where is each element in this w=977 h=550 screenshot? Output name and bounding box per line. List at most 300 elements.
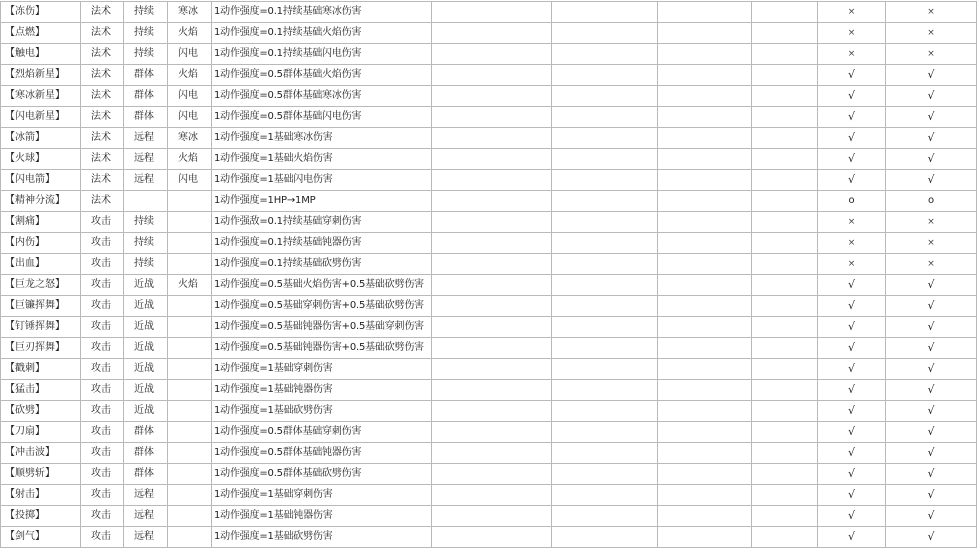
skill-kind-cell[interactable]: 远程 <box>124 485 168 506</box>
flag-b-cell[interactable]: × <box>886 212 977 233</box>
empty-cell[interactable] <box>432 65 552 86</box>
flag-b-cell[interactable]: o <box>886 191 977 212</box>
skill-element-cell[interactable]: 火焰 <box>168 149 212 170</box>
table-row <box>1 65 977 86</box>
skill-description-cell[interactable]: 1动作强度=0.5群体基础砍劈伤害 <box>212 464 432 485</box>
skill-name-cell[interactable]: 【砍劈】 <box>1 401 81 422</box>
skill-category-cell[interactable]: 法术 <box>81 107 124 128</box>
skill-kind-cell[interactable] <box>124 191 168 212</box>
skill-element-cell[interactable] <box>168 401 212 422</box>
empty-cell[interactable] <box>752 254 818 275</box>
skill-category-cell[interactable]: 攻击 <box>81 464 124 485</box>
skill-element-cell[interactable] <box>168 338 212 359</box>
skill-element-cell[interactable] <box>168 191 212 212</box>
empty-cell[interactable] <box>658 506 752 527</box>
flag-b-cell[interactable]: × <box>886 233 977 254</box>
flag-a-cell[interactable]: × <box>818 44 886 65</box>
flag-b-cell[interactable]: √ <box>886 527 977 548</box>
skill-name-cell[interactable]: 【巨龙之怒】 <box>1 275 81 296</box>
flag-b-cell[interactable]: × <box>886 254 977 275</box>
empty-cell[interactable] <box>658 464 752 485</box>
skill-name-cell[interactable]: 【闪电新星】 <box>1 107 81 128</box>
skill-category-cell[interactable]: 攻击 <box>81 401 124 422</box>
skill-description-cell[interactable]: 1动作强度=1基础钝器伤害 <box>212 380 432 401</box>
flag-a-cell[interactable]: √ <box>818 506 886 527</box>
flag-a-cell[interactable]: √ <box>818 464 886 485</box>
skill-description-cell[interactable]: 1动作强度=0.1持续基础闪电伤害 <box>212 44 432 65</box>
empty-cell[interactable] <box>552 275 658 296</box>
empty-cell[interactable] <box>432 128 552 149</box>
skill-category-cell[interactable]: 攻击 <box>81 254 124 275</box>
empty-cell[interactable] <box>658 149 752 170</box>
empty-cell[interactable] <box>432 359 552 380</box>
flag-b-cell[interactable]: × <box>886 23 977 44</box>
table-row <box>1 149 977 170</box>
skill-category-cell[interactable]: 攻击 <box>81 275 124 296</box>
skill-kind-cell[interactable]: 群体 <box>124 65 168 86</box>
skill-kind-cell[interactable]: 近战 <box>124 338 168 359</box>
flag-b-cell[interactable]: √ <box>886 317 977 338</box>
empty-cell[interactable] <box>752 212 818 233</box>
empty-cell[interactable] <box>432 296 552 317</box>
flag-b-cell[interactable]: √ <box>886 296 977 317</box>
empty-cell[interactable] <box>752 23 818 44</box>
skill-category-cell[interactable]: 法术 <box>81 170 124 191</box>
empty-cell[interactable] <box>752 191 818 212</box>
skill-category-cell[interactable]: 攻击 <box>81 527 124 548</box>
skill-name-cell[interactable]: 【闪电箭】 <box>1 170 81 191</box>
flag-a-cell[interactable]: √ <box>818 107 886 128</box>
skill-element-cell[interactable]: 火焰 <box>168 275 212 296</box>
empty-cell[interactable] <box>752 233 818 254</box>
skill-element-cell[interactable]: 火焰 <box>168 23 212 44</box>
skill-category-cell[interactable]: 攻击 <box>81 317 124 338</box>
flag-a-cell[interactable]: o <box>818 191 886 212</box>
skill-category-cell[interactable]: 法术 <box>81 2 124 23</box>
table-row <box>1 506 977 527</box>
skill-category-cell[interactable]: 法术 <box>81 86 124 107</box>
skill-category-cell[interactable]: 攻击 <box>81 506 124 527</box>
empty-cell[interactable] <box>752 380 818 401</box>
skill-description-cell[interactable]: 1动作强度=0.5基础钝器伤害+0.5基础砍劈伤害 <box>212 338 432 359</box>
skill-category-cell[interactable]: 法术 <box>81 65 124 86</box>
empty-cell[interactable] <box>552 380 658 401</box>
skill-description-cell[interactable]: 1动作强度=0.5基础火焰伤害+0.5基础砍劈伤害 <box>212 275 432 296</box>
flag-a-cell[interactable]: √ <box>818 443 886 464</box>
flag-a-cell[interactable]: √ <box>818 485 886 506</box>
empty-cell[interactable] <box>752 506 818 527</box>
table-body <box>1 2 977 548</box>
skill-name-cell[interactable]: 【巨镰挥舞】 <box>1 296 81 317</box>
flag-b-cell[interactable]: √ <box>886 464 977 485</box>
skill-name-cell[interactable]: 【点燃】 <box>1 23 81 44</box>
skill-name-cell[interactable]: 【冰箭】 <box>1 128 81 149</box>
skill-element-cell[interactable]: 闪电 <box>168 170 212 191</box>
skill-element-cell[interactable]: 闪电 <box>168 107 212 128</box>
empty-cell[interactable] <box>752 275 818 296</box>
empty-cell[interactable] <box>658 275 752 296</box>
flag-b-cell[interactable]: √ <box>886 170 977 191</box>
empty-cell[interactable] <box>432 170 552 191</box>
skill-element-cell[interactable] <box>168 464 212 485</box>
skill-category-cell[interactable]: 攻击 <box>81 296 124 317</box>
skill-name-cell[interactable]: 【巨刃挥舞】 <box>1 338 81 359</box>
skill-description-cell[interactable]: 1动作强度=0.5基础钝器伤害+0.5基础穿刺伤害 <box>212 317 432 338</box>
flag-b-cell[interactable]: √ <box>886 422 977 443</box>
skill-name-cell[interactable]: 【射击】 <box>1 485 81 506</box>
skill-description-cell[interactable]: 1动作强度=0.5基础穿刺伤害+0.5基础砍劈伤害 <box>212 296 432 317</box>
empty-cell[interactable] <box>432 506 552 527</box>
skill-name-cell[interactable]: 【刀扇】 <box>1 422 81 443</box>
empty-cell[interactable] <box>432 422 552 443</box>
empty-cell[interactable] <box>752 44 818 65</box>
skill-name-cell[interactable]: 【猛击】 <box>1 380 81 401</box>
skill-element-cell[interactable] <box>168 422 212 443</box>
table-row <box>1 254 977 275</box>
empty-cell[interactable] <box>752 296 818 317</box>
flag-b-cell[interactable]: √ <box>886 443 977 464</box>
table-row <box>1 212 977 233</box>
empty-cell[interactable] <box>432 317 552 338</box>
empty-cell[interactable] <box>552 296 658 317</box>
empty-cell[interactable] <box>432 107 552 128</box>
skill-kind-cell[interactable]: 近战 <box>124 359 168 380</box>
skill-kind-cell[interactable]: 群体 <box>124 422 168 443</box>
skill-kind-cell[interactable]: 远程 <box>124 506 168 527</box>
skill-element-cell[interactable] <box>168 443 212 464</box>
empty-cell[interactable] <box>752 317 818 338</box>
empty-cell[interactable] <box>432 23 552 44</box>
empty-cell[interactable] <box>432 149 552 170</box>
skill-kind-cell[interactable]: 远程 <box>124 527 168 548</box>
skill-kind-cell[interactable]: 群体 <box>124 464 168 485</box>
table-row <box>1 86 977 107</box>
skill-element-cell[interactable]: 寒冰 <box>168 2 212 23</box>
empty-cell[interactable] <box>552 485 658 506</box>
skill-element-cell[interactable] <box>168 380 212 401</box>
empty-cell[interactable] <box>658 86 752 107</box>
table-row <box>1 233 977 254</box>
empty-cell[interactable] <box>658 191 752 212</box>
skill-description-cell[interactable]: 1动作强度=0.5群体基础穿刺伤害 <box>212 422 432 443</box>
skill-element-cell[interactable] <box>168 317 212 338</box>
skill-description-cell[interactable]: 1动作强度=0.5群体基础火焰伤害 <box>212 65 432 86</box>
empty-cell[interactable] <box>658 422 752 443</box>
skill-name-cell[interactable]: 【剑气】 <box>1 527 81 548</box>
flag-a-cell[interactable]: √ <box>818 296 886 317</box>
empty-cell[interactable] <box>552 443 658 464</box>
skill-name-cell[interactable]: 【烈焰新星】 <box>1 65 81 86</box>
empty-cell[interactable] <box>552 128 658 149</box>
flag-b-cell[interactable]: √ <box>886 338 977 359</box>
empty-cell[interactable] <box>658 317 752 338</box>
skill-kind-cell[interactable]: 群体 <box>124 107 168 128</box>
skill-kind-cell[interactable]: 群体 <box>124 86 168 107</box>
skill-description-cell[interactable]: 1动作强度=0.1持续基础火焰伤害 <box>212 23 432 44</box>
skill-description-cell[interactable]: 1动作强度=1HP→1MP <box>212 191 432 212</box>
skill-name-cell[interactable]: 【冻伤】 <box>1 2 81 23</box>
skill-kind-cell[interactable]: 持续 <box>124 23 168 44</box>
skill-element-cell[interactable]: 火焰 <box>168 65 212 86</box>
skill-kind-cell[interactable]: 近战 <box>124 401 168 422</box>
empty-cell[interactable] <box>432 527 552 548</box>
skill-kind-cell[interactable]: 群体 <box>124 443 168 464</box>
empty-cell[interactable] <box>752 359 818 380</box>
skill-element-cell[interactable] <box>168 254 212 275</box>
skill-name-cell[interactable]: 【冲击波】 <box>1 443 81 464</box>
empty-cell[interactable] <box>658 170 752 191</box>
table-row <box>1 422 977 443</box>
empty-cell[interactable] <box>752 128 818 149</box>
empty-cell[interactable] <box>658 65 752 86</box>
skill-name-cell[interactable]: 【出血】 <box>1 254 81 275</box>
empty-cell[interactable] <box>552 212 658 233</box>
table-row <box>1 527 977 548</box>
empty-cell[interactable] <box>552 254 658 275</box>
skill-element-cell[interactable]: 寒冰 <box>168 128 212 149</box>
flag-b-cell[interactable]: √ <box>886 485 977 506</box>
skill-description-cell[interactable]: 1动作强度=1基础寒冰伤害 <box>212 128 432 149</box>
empty-cell[interactable] <box>658 233 752 254</box>
empty-cell[interactable] <box>658 485 752 506</box>
skill-kind-cell[interactable]: 持续 <box>124 212 168 233</box>
skill-name-cell[interactable]: 【寒冰新星】 <box>1 86 81 107</box>
empty-cell[interactable] <box>752 401 818 422</box>
skill-description-cell[interactable]: 1动作强度=1基础火焰伤害 <box>212 149 432 170</box>
empty-cell[interactable] <box>658 23 752 44</box>
empty-cell[interactable] <box>658 443 752 464</box>
skill-element-cell[interactable] <box>168 296 212 317</box>
empty-cell[interactable] <box>752 527 818 548</box>
skill-description-cell[interactable]: 1动作强度=0.5群体基础闪电伤害 <box>212 107 432 128</box>
flag-a-cell[interactable]: √ <box>818 149 886 170</box>
skill-category-cell[interactable]: 法术 <box>81 191 124 212</box>
flag-a-cell[interactable]: √ <box>818 338 886 359</box>
empty-cell[interactable] <box>658 2 752 23</box>
flag-b-cell[interactable]: √ <box>886 380 977 401</box>
skill-description-cell[interactable]: 1动作强度=0.5群体基础寒冰伤害 <box>212 86 432 107</box>
flag-a-cell[interactable]: √ <box>818 359 886 380</box>
empty-cell[interactable] <box>552 338 658 359</box>
table-row <box>1 23 977 44</box>
empty-cell[interactable] <box>658 338 752 359</box>
empty-cell[interactable] <box>552 359 658 380</box>
empty-cell[interactable] <box>432 338 552 359</box>
skill-description-cell[interactable]: 1动作强度=0.1持续基础寒冰伤害 <box>212 2 432 23</box>
skill-element-cell[interactable] <box>168 506 212 527</box>
empty-cell[interactable] <box>432 443 552 464</box>
skill-category-cell[interactable]: 攻击 <box>81 359 124 380</box>
empty-cell[interactable] <box>552 86 658 107</box>
table-row <box>1 464 977 485</box>
flag-b-cell[interactable]: √ <box>886 506 977 527</box>
skill-kind-cell[interactable]: 持续 <box>124 2 168 23</box>
empty-cell[interactable] <box>432 191 552 212</box>
flag-b-cell[interactable]: √ <box>886 275 977 296</box>
skill-element-cell[interactable] <box>168 359 212 380</box>
empty-cell[interactable] <box>752 65 818 86</box>
empty-cell[interactable] <box>752 338 818 359</box>
empty-cell[interactable] <box>432 44 552 65</box>
empty-cell[interactable] <box>552 506 658 527</box>
skill-element-cell[interactable] <box>168 212 212 233</box>
skill-kind-cell[interactable]: 近战 <box>124 317 168 338</box>
flag-b-cell[interactable]: √ <box>886 128 977 149</box>
skill-name-cell[interactable]: 【内伤】 <box>1 233 81 254</box>
flag-a-cell[interactable]: × <box>818 23 886 44</box>
table-row <box>1 485 977 506</box>
empty-cell[interactable] <box>752 86 818 107</box>
flag-a-cell[interactable]: √ <box>818 170 886 191</box>
skill-description-cell[interactable]: 1动作强度=1基础穿刺伤害 <box>212 359 432 380</box>
empty-cell[interactable] <box>658 128 752 149</box>
empty-cell[interactable] <box>552 527 658 548</box>
empty-cell[interactable] <box>752 464 818 485</box>
skill-name-cell[interactable]: 【精神分流】 <box>1 191 81 212</box>
empty-cell[interactable] <box>552 107 658 128</box>
empty-cell[interactable] <box>658 296 752 317</box>
flag-b-cell[interactable]: √ <box>886 359 977 380</box>
skill-category-cell[interactable]: 法术 <box>81 149 124 170</box>
skill-category-cell[interactable]: 攻击 <box>81 212 124 233</box>
empty-cell[interactable] <box>752 443 818 464</box>
empty-cell[interactable] <box>752 149 818 170</box>
empty-cell[interactable] <box>432 275 552 296</box>
skill-name-cell[interactable]: 【投掷】 <box>1 506 81 527</box>
flag-a-cell[interactable]: √ <box>818 422 886 443</box>
skill-description-cell[interactable]: 1动作强度=0.1持续基础砍劈伤害 <box>212 254 432 275</box>
empty-cell[interactable] <box>432 380 552 401</box>
empty-cell[interactable] <box>752 485 818 506</box>
flag-b-cell[interactable]: √ <box>886 86 977 107</box>
empty-cell[interactable] <box>552 170 658 191</box>
empty-cell[interactable] <box>432 401 552 422</box>
skill-category-cell[interactable]: 攻击 <box>81 338 124 359</box>
empty-cell[interactable] <box>552 233 658 254</box>
empty-cell[interactable] <box>658 401 752 422</box>
skill-element-cell[interactable] <box>168 233 212 254</box>
empty-cell[interactable] <box>552 44 658 65</box>
skill-kind-cell[interactable]: 远程 <box>124 149 168 170</box>
empty-cell[interactable] <box>658 380 752 401</box>
skill-kind-cell[interactable]: 持续 <box>124 233 168 254</box>
empty-cell[interactable] <box>552 2 658 23</box>
skill-name-cell[interactable]: 【戳刺】 <box>1 359 81 380</box>
empty-cell[interactable] <box>552 401 658 422</box>
skill-kind-cell[interactable]: 近战 <box>124 380 168 401</box>
empty-cell[interactable] <box>752 107 818 128</box>
flag-a-cell[interactable]: √ <box>818 275 886 296</box>
skill-kind-cell[interactable]: 远程 <box>124 170 168 191</box>
empty-cell[interactable] <box>552 464 658 485</box>
empty-cell[interactable] <box>552 149 658 170</box>
skill-name-cell[interactable]: 【割痛】 <box>1 212 81 233</box>
flag-a-cell[interactable]: √ <box>818 128 886 149</box>
flag-b-cell[interactable]: √ <box>886 401 977 422</box>
empty-cell[interactable] <box>658 254 752 275</box>
skill-category-cell[interactable]: 攻击 <box>81 422 124 443</box>
empty-cell[interactable] <box>752 2 818 23</box>
flag-a-cell[interactable]: × <box>818 212 886 233</box>
skill-kind-cell[interactable]: 持续 <box>124 44 168 65</box>
skill-element-cell[interactable]: 闪电 <box>168 86 212 107</box>
skill-kind-cell[interactable]: 近战 <box>124 275 168 296</box>
empty-cell[interactable] <box>552 23 658 44</box>
flag-a-cell[interactable]: × <box>818 233 886 254</box>
skill-category-cell[interactable]: 攻击 <box>81 485 124 506</box>
skill-category-cell[interactable]: 法术 <box>81 44 124 65</box>
skill-description-cell[interactable]: 1动作强度=1基础砍劈伤害 <box>212 527 432 548</box>
empty-cell[interactable] <box>432 2 552 23</box>
skill-description-cell[interactable]: 1动作强度=1基础闪电伤害 <box>212 170 432 191</box>
skill-category-cell[interactable]: 攻击 <box>81 233 124 254</box>
flag-b-cell[interactable]: × <box>886 44 977 65</box>
empty-cell[interactable] <box>658 212 752 233</box>
empty-cell[interactable] <box>752 422 818 443</box>
skill-description-cell[interactable]: 1动作强度=1基础穿刺伤害 <box>212 485 432 506</box>
empty-cell[interactable] <box>432 254 552 275</box>
skill-kind-cell[interactable]: 远程 <box>124 128 168 149</box>
empty-cell[interactable] <box>658 359 752 380</box>
flag-a-cell[interactable]: √ <box>818 317 886 338</box>
skill-description-cell[interactable]: 1动作强度=1基础钝器伤害 <box>212 506 432 527</box>
empty-cell[interactable] <box>552 317 658 338</box>
empty-cell[interactable] <box>658 107 752 128</box>
empty-cell[interactable] <box>552 191 658 212</box>
skill-element-cell[interactable] <box>168 485 212 506</box>
skill-kind-cell[interactable]: 近战 <box>124 296 168 317</box>
empty-cell[interactable] <box>432 86 552 107</box>
empty-cell[interactable] <box>432 464 552 485</box>
skill-category-cell[interactable]: 攻击 <box>81 443 124 464</box>
empty-cell[interactable] <box>658 527 752 548</box>
skill-category-cell[interactable]: 法术 <box>81 23 124 44</box>
skill-description-cell[interactable]: 1动作强度=0.1持续基础钝器伤害 <box>212 233 432 254</box>
skill-name-cell[interactable]: 【触电】 <box>1 44 81 65</box>
skill-element-cell[interactable] <box>168 527 212 548</box>
flag-b-cell[interactable]: √ <box>886 107 977 128</box>
flag-a-cell[interactable]: √ <box>818 380 886 401</box>
table-row <box>1 191 977 212</box>
flag-a-cell[interactable]: √ <box>818 527 886 548</box>
flag-a-cell[interactable]: × <box>818 254 886 275</box>
empty-cell[interactable] <box>432 212 552 233</box>
flag-a-cell[interactable]: √ <box>818 401 886 422</box>
skill-description-cell[interactable]: 1动作强度=0.5群体基础钝器伤害 <box>212 443 432 464</box>
empty-cell[interactable] <box>752 170 818 191</box>
skill-name-cell[interactable]: 【钉锤挥舞】 <box>1 317 81 338</box>
flag-b-cell[interactable]: √ <box>886 149 977 170</box>
skill-description-cell[interactable]: 1动作强敌=0.1持续基础穿刺伤害 <box>212 212 432 233</box>
skill-category-cell[interactable]: 法术 <box>81 128 124 149</box>
empty-cell[interactable] <box>658 44 752 65</box>
empty-cell[interactable] <box>432 233 552 254</box>
flag-a-cell[interactable]: √ <box>818 65 886 86</box>
skill-category-cell[interactable]: 攻击 <box>81 380 124 401</box>
skill-name-cell[interactable]: 【顺劈斩】 <box>1 464 81 485</box>
skill-kind-cell[interactable]: 持续 <box>124 254 168 275</box>
empty-cell[interactable] <box>432 485 552 506</box>
skill-element-cell[interactable]: 闪电 <box>168 44 212 65</box>
empty-cell[interactable] <box>552 65 658 86</box>
skill-name-cell[interactable]: 【火球】 <box>1 149 81 170</box>
skill-description-cell[interactable]: 1动作强度=1基础砍劈伤害 <box>212 401 432 422</box>
flag-a-cell[interactable]: × <box>818 2 886 23</box>
flag-b-cell[interactable]: √ <box>886 65 977 86</box>
flag-a-cell[interactable]: √ <box>818 86 886 107</box>
empty-cell[interactable] <box>552 422 658 443</box>
flag-b-cell[interactable]: × <box>886 2 977 23</box>
